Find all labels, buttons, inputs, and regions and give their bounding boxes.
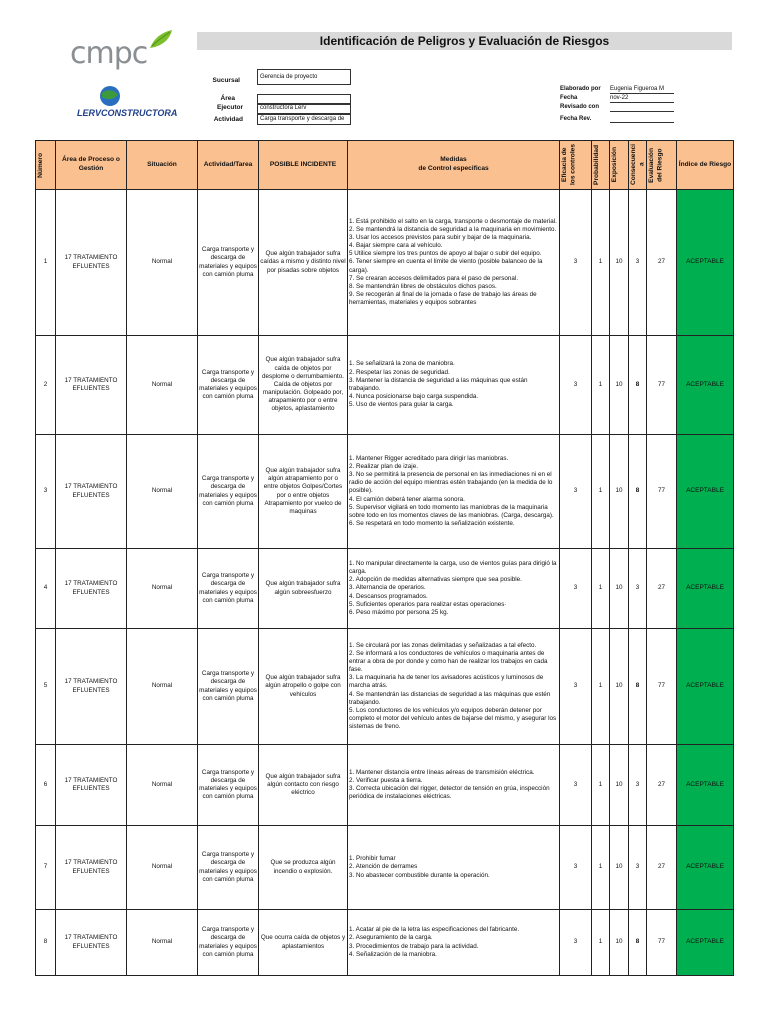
cell-situacion: Normal: [127, 745, 198, 826]
table-row: [36, 435, 734, 549]
control-measure: 3. La maquinaria ha de tener los avisadores acústicos y luminosos de marcha atrás.: [349, 674, 544, 690]
ejecutor-field[interactable]: constructora Lerv: [257, 103, 351, 114]
control-measure: 2. Aseguramiento de la carga.: [349, 934, 433, 942]
revisado-value: [610, 103, 674, 112]
col-header-situacion: Situación: [127, 141, 198, 190]
cell-probabilidad: 1: [592, 910, 610, 976]
control-measure: 6. Tener siempre en cuenta el límite de viento (posible balanceo de la carga).: [349, 258, 543, 274]
cell-evaluacion: 27: [647, 190, 677, 336]
table-header-row: [36, 141, 734, 190]
control-measure: 8. Se mantendrán libres de obstáculos dichos pasos.: [349, 282, 497, 290]
control-measure: 1. No manipular directamente la carga, uso de vientos guías para dirigió la carga.: [349, 559, 557, 576]
cell-area: 17 TRATAMIENTO EFLUENTES: [56, 910, 127, 976]
cell-probabilidad: 1: [592, 826, 610, 910]
cell-eficacia: 3: [560, 336, 592, 435]
cell-actividad: Carga transporte y descarga de materiales y equipos con camión pluma: [198, 826, 259, 910]
cell-evaluacion: 27: [647, 549, 677, 629]
cell-exposicion: 10: [610, 435, 629, 549]
table-row: [36, 745, 734, 826]
cell-consecuencia: 8: [629, 629, 647, 745]
cell-situacion: Normal: [127, 435, 198, 549]
fecha-value: nov-22: [610, 94, 674, 103]
control-measure: 1. Mantener distancia entre líneas aéreas de transmisión eléctrica.: [349, 768, 535, 776]
cell-eficacia: 3: [560, 190, 592, 336]
control-measure: 2. Adopción de medidas alternativas siempre que sea posible.: [349, 576, 522, 584]
control-measure: 2. Se informará a los conductores de vehículos o maquinaria antes de entrar a obra de por donde y como han de realizar los trabajos en cada fase.: [349, 649, 548, 674]
cell-evaluacion: 77: [647, 910, 677, 976]
control-measure: 5. Suficientes operarios para realizar estas operaciones·: [349, 600, 507, 608]
cell-area: 17 TRATAMIENTO EFLUENTES: [56, 549, 127, 629]
control-measure: 3. Usar los accesos previstos para subir y bajar de la maquinaria.: [349, 233, 532, 241]
cell-eficacia: 3: [560, 826, 592, 910]
cell-evaluacion: 27: [647, 826, 677, 910]
control-measure: 4. Nunca posicionarse bajo carga suspendida.: [349, 393, 479, 401]
control-measure: 2. Atención de derrames: [349, 863, 418, 871]
cell-exposicion: 10: [610, 336, 629, 435]
cell-indice: ACEPTABLE: [677, 190, 734, 336]
control-measure: 3. No se permitirá la presencia de personal en las inmediaciones ni en el radio de acción del equipo mientras estén trabajando (en la medida de lo posible).: [349, 471, 553, 495]
control-measure: 3. No abastecer combustible durante la operación.: [349, 871, 490, 879]
control-measure: 7. Se crearan accesos delimitados para el paso de personal.: [349, 274, 519, 282]
cell-eficacia: 3: [560, 629, 592, 745]
control-measure: 2. Se mantendrá la distancia de seguridad a la maquinaria en movimiento.: [349, 225, 557, 233]
cell-incidente: Que algún trabajador sufra algún contacto con riesgo eléctrico: [259, 745, 348, 826]
cell-medidas: [348, 826, 560, 910]
control-measure: 4. Se mantendrán las distancias de seguridad a las máquinas que estén trabajando.: [349, 690, 551, 706]
control-measure: 5 Utilice siempre los tres puntos de apoyo al bajar o subir del equipo.: [349, 250, 542, 258]
cell-evaluacion: 77: [647, 629, 677, 745]
cell-evaluacion: 27: [647, 745, 677, 826]
col-header-medidas: Medidas de Control especificas: [348, 141, 560, 190]
cell-indice: ACEPTABLE: [677, 435, 734, 549]
cell-exposicion: 10: [610, 910, 629, 976]
cell-numero: 6: [36, 745, 56, 826]
cell-actividad: Carga transporte y descarga de materiales y equipos con camión pluma: [198, 745, 259, 826]
leaf-icon: [148, 28, 174, 50]
control-measure: 5. Supervisor vigilará en todo momento las maniobras de la maquinaria sobre todo en los momentos claves de las maniobras. (Carga, descarga).: [349, 503, 554, 519]
cell-exposicion: 10: [610, 826, 629, 910]
control-measure: 3. Correcta ubicación del rigger, detector de tensión en grúa, inspección periódica de instalaciones eléctricas.: [349, 785, 550, 801]
cell-probabilidad: 1: [592, 435, 610, 549]
control-measure: 3. Procedimientos de trabajo para la actividad.: [349, 942, 479, 950]
actividad-field[interactable]: Carga transporte y descarga de: [257, 114, 351, 125]
control-measure: 2. Respetar las zonas de seguridad.: [349, 368, 450, 376]
elaborado-value: Eugenia Figueroa M: [610, 85, 674, 94]
col-header-exposicion: Exposición: [610, 141, 629, 190]
col-header-incidente: POSIBLE INCIDENTE: [259, 141, 348, 190]
cell-medidas: [348, 745, 560, 826]
risk-table: [35, 140, 734, 976]
elaborado-label: Elaborado por: [560, 86, 601, 92]
control-measure: 1. Acatar al pie de la letra las especificaciones del fabricante.: [349, 926, 520, 934]
cell-incidente: Que algún trabajador sufra algún atrapamiento por o entre objetos Golpes/Cortes por o entre objetos Atrapamiento por vuelco de maquinas: [259, 435, 348, 549]
cell-actividad: Carga transporte y descarga de materiales y equipos con camión pluma: [198, 910, 259, 976]
cell-evaluacion: 77: [647, 336, 677, 435]
fecha-rev-label: Fecha Rev.: [560, 116, 592, 122]
col-header-probabilidad: Probabilidad: [592, 141, 610, 190]
control-measure: 6. Se respetará en todo momento la señalización existente.: [349, 520, 515, 528]
cell-incidente: Que ocurra caída de objetos y aplastamientos: [259, 910, 348, 976]
cell-medidas: [348, 435, 560, 549]
control-measure: 4. Señalización de la maniobra.: [349, 950, 437, 958]
cell-area: 17 TRATAMIENTO EFLUENTES: [56, 629, 127, 745]
cell-incidente: Que se produzca algún incendio o explosión.: [259, 826, 348, 910]
table-row: [36, 190, 734, 336]
cell-eficacia: 3: [560, 435, 592, 549]
cell-probabilidad: 1: [592, 190, 610, 336]
cell-indice: ACEPTABLE: [677, 826, 734, 910]
control-measure: 1. Prohibir fumar: [349, 855, 396, 863]
table-row: [36, 336, 734, 435]
control-measure: 9. Se recogerán al final de la jornada o fase de trabajo las áreas de herramientas, materiales y equipos sobrantes: [349, 291, 537, 307]
table-row: [36, 826, 734, 910]
cell-actividad: Carga transporte y descarga de materiales y equipos con camión pluma: [198, 190, 259, 336]
control-measure: 4. Bajar siempre cara al vehículo.: [349, 242, 443, 250]
cell-numero: 3: [36, 435, 56, 549]
cell-consecuencia: 8: [629, 910, 647, 976]
cell-evaluacion: 77: [647, 435, 677, 549]
cell-exposicion: 10: [610, 190, 629, 336]
col-header-indice: Índice de Riesgo: [677, 141, 734, 190]
control-measure: 5. Los conductores de los vehículos y/o equipos deberán detener por completo el motor del vehículo antes de bajarse del mismo, y asegurar los sistemas de freno.: [349, 706, 557, 731]
cell-medidas: [348, 629, 560, 745]
cell-probabilidad: 1: [592, 629, 610, 745]
cell-numero: 4: [36, 549, 56, 629]
actividad-label: Actividad: [213, 116, 243, 123]
cell-consecuencia: 3: [629, 826, 647, 910]
col-header-consecuencia: Consecuenci a: [629, 141, 647, 190]
cell-area: 17 TRATAMIENTO EFLUENTES: [56, 435, 127, 549]
cell-actividad: Carga transporte y descarga de materiales y equipos con camión pluma: [198, 549, 259, 629]
cell-area: 17 TRATAMIENTO EFLUENTES: [56, 745, 127, 826]
cell-probabilidad: 1: [592, 336, 610, 435]
cell-numero: 2: [36, 336, 56, 435]
table-row: [36, 910, 734, 976]
control-measure: 2. Realizar plan de izaje.: [349, 462, 418, 470]
page-title: Identificación de Peligros y Evaluación de Riesgos: [319, 34, 610, 48]
cell-area: 17 TRATAMIENTO EFLUENTES: [56, 190, 127, 336]
cell-probabilidad: 1: [592, 549, 610, 629]
globe-icon: [74, 83, 146, 127]
control-measure: 1. Se circulará por las zonas delimitadas y señalizadas a tal efecto.: [349, 641, 537, 649]
cell-medidas: [348, 549, 560, 629]
cell-situacion: Normal: [127, 190, 198, 336]
cell-area: 17 TRATAMIENTO EFLUENTES: [56, 336, 127, 435]
sucursal-label: Sucursal: [212, 77, 240, 84]
cell-numero: 8: [36, 910, 56, 976]
control-measure: 3. Mantener la distancia de seguridad a las máquinas que están trabajando.: [349, 376, 528, 392]
col-header-actividad: Actividad/Tarea: [198, 141, 259, 190]
cell-indice: ACEPTABLE: [677, 549, 734, 629]
cell-situacion: Normal: [127, 910, 198, 976]
lerv-logo: [74, 83, 146, 127]
col-header-eficacia: Eficacia de los controles: [560, 141, 592, 190]
sucursal-field[interactable]: Gerencia de proyecto: [257, 69, 351, 85]
area-label: Área: [220, 95, 235, 102]
control-measure: 5. Uso de vientos para guiar la carga.: [349, 401, 454, 409]
ejecutor-label: Ejecutor: [216, 104, 243, 111]
fecha-rev-value: [610, 114, 674, 123]
cell-situacion: Normal: [127, 336, 198, 435]
cell-incidente: Que algún trabajador sufra algún sobreesfuerzo: [259, 549, 348, 629]
cell-eficacia: 3: [560, 910, 592, 976]
control-measure: 4. El camión deberá tener alarma sonora.: [349, 495, 465, 503]
cell-numero: 7: [36, 826, 56, 910]
cell-exposicion: 10: [610, 549, 629, 629]
cell-medidas: [348, 336, 560, 435]
table-row: [36, 549, 734, 629]
cell-indice: ACEPTABLE: [677, 629, 734, 745]
cell-situacion: Normal: [127, 549, 198, 629]
cell-indice: ACEPTABLE: [677, 910, 734, 976]
cell-situacion: Normal: [127, 629, 198, 745]
cell-incidente: Que algún trabajador sufra caídas a mismo y distinto nivel por pisadas sobre objetos: [259, 190, 348, 336]
control-measure: 1. Está prohibido el salto en la carga, transporte o desmontaje de material.: [349, 217, 557, 225]
cell-exposicion: 10: [610, 745, 629, 826]
cell-exposicion: 10: [610, 629, 629, 745]
cmpc-logo: cmpc: [70, 36, 148, 71]
control-measure: 6. Peso máximo por persona 25 kg.: [349, 608, 449, 616]
col-header-evaluacion: Evaluación del Riesgo: [647, 141, 677, 190]
cell-medidas: [348, 190, 560, 336]
control-measure: 1. Mantener Rigger acreditado para dirigir las maniobras.: [349, 454, 509, 462]
cell-probabilidad: 1: [592, 745, 610, 826]
control-measure: 2. Verificar puesta a tierra.: [349, 776, 423, 784]
cell-medidas: [348, 910, 560, 976]
cell-consecuencia: 3: [629, 549, 647, 629]
cell-incidente: Que algún trabajador sufra algún atropello o golpe con vehículos: [259, 629, 348, 745]
control-measure: 3. Alternancia de operarios.: [349, 584, 426, 592]
control-measure: 1. Se señalizará la zona de maniobra.: [349, 360, 455, 368]
cell-consecuencia: 8: [629, 336, 647, 435]
cell-actividad: Carga transporte y descarga de materiales y equipos con camión pluma: [198, 336, 259, 435]
cell-eficacia: 3: [560, 745, 592, 826]
table-row: [36, 629, 734, 745]
cell-situacion: Normal: [127, 826, 198, 910]
revisado-label: Revisado con: [560, 104, 600, 110]
col-header-area: Área de Proceso o Gestión: [56, 141, 127, 190]
fecha-label: Fecha: [560, 95, 578, 101]
cell-eficacia: 3: [560, 549, 592, 629]
lerv-logo-text: LERVCONSTRUCTORA: [77, 108, 178, 118]
cell-indice: ACEPTABLE: [677, 336, 734, 435]
cell-actividad: Carga transporte y descarga de materiales y equipos con camión pluma: [198, 435, 259, 549]
control-measure: 4. Descansos programados.: [349, 592, 428, 600]
cell-consecuencia: 8: [629, 435, 647, 549]
col-header-numero: Número: [36, 141, 56, 190]
cell-area: 17 TRATAMIENTO EFLUENTES: [56, 826, 127, 910]
cell-numero: 5: [36, 629, 56, 745]
cell-incidente: Que algún trabajador sufra caída de objetos por desplome o derrumbamiento. Caída de objetos por manipulación. Golpeado por, atrapamiento por o entre objetos, aplastamiento: [259, 336, 348, 435]
cell-indice: ACEPTABLE: [677, 745, 734, 826]
cell-consecuencia: 3: [629, 190, 647, 336]
cell-numero: 1: [36, 190, 56, 336]
cell-actividad: Carga transporte y descarga de materiales y equipos con camión pluma: [198, 629, 259, 745]
cell-consecuencia: 3: [629, 745, 647, 826]
